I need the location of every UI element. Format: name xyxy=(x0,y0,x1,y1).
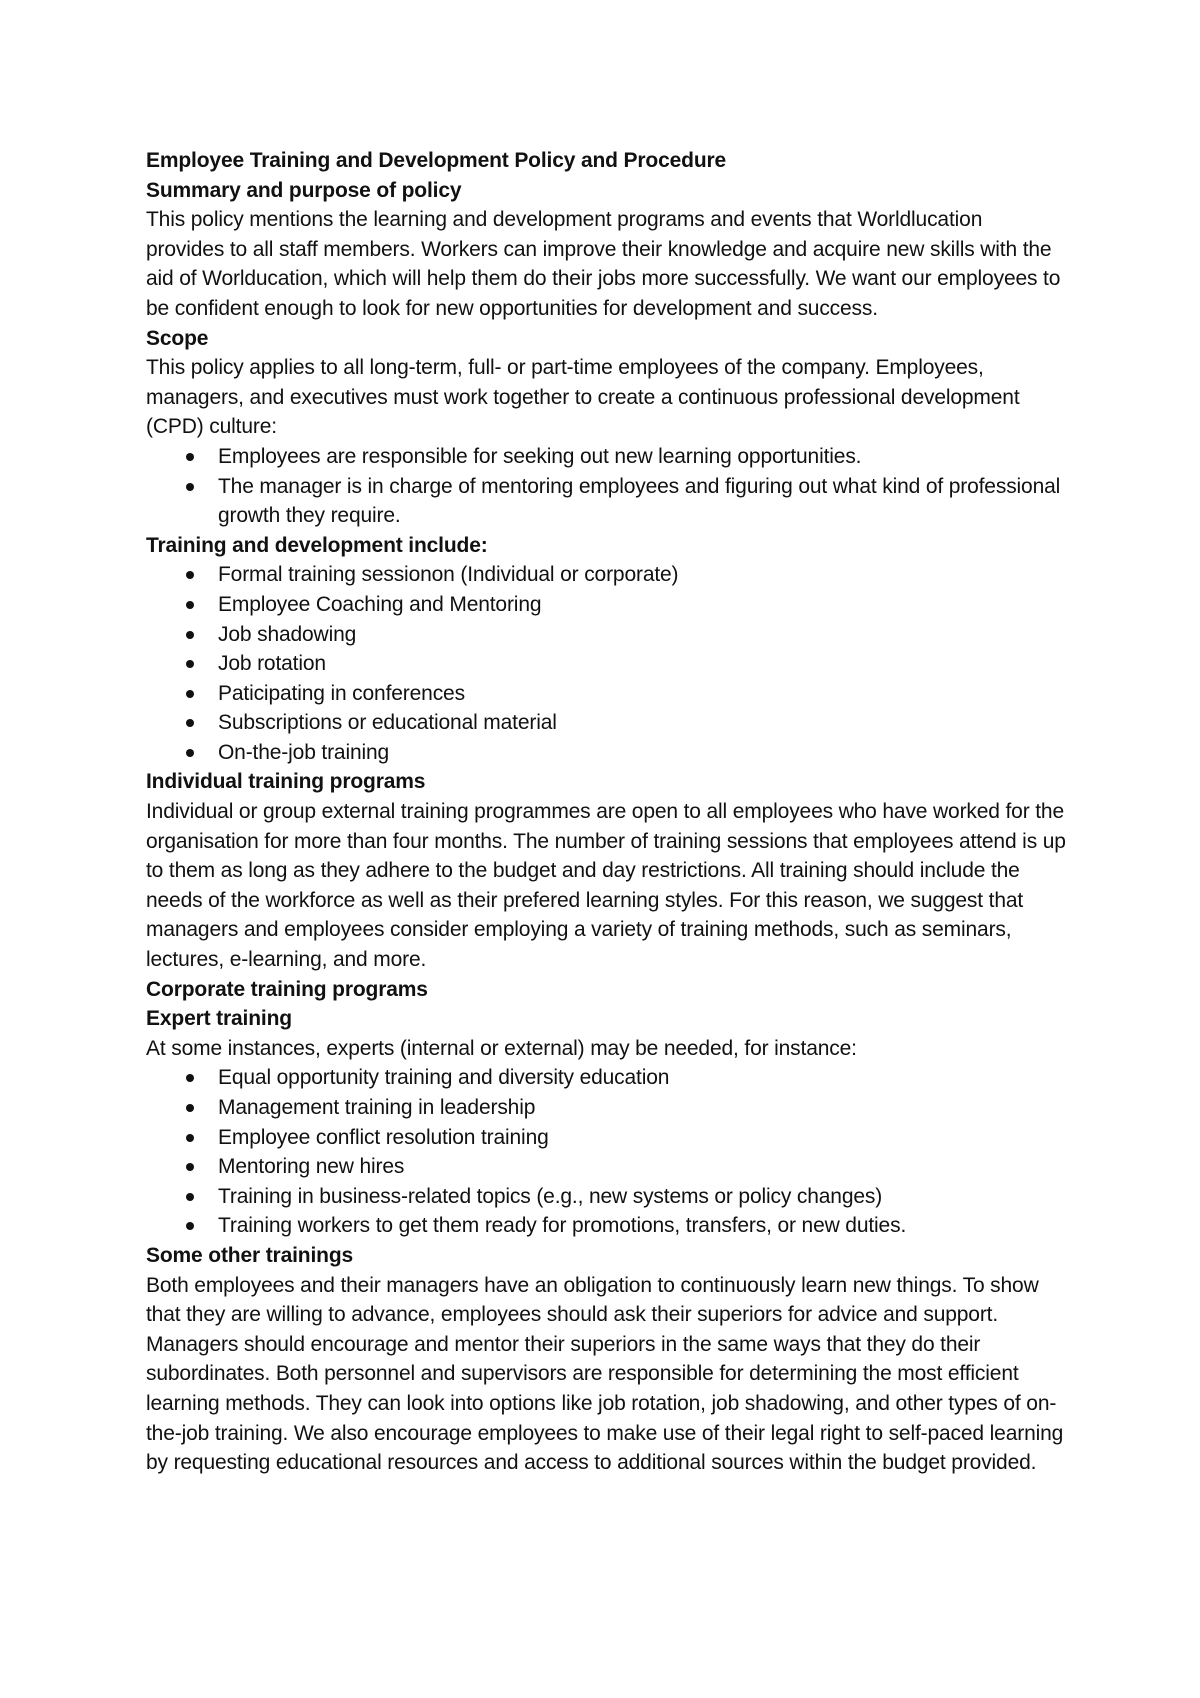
list-item: Management training in leadership xyxy=(218,1093,1066,1123)
list-item: Job rotation xyxy=(218,649,1066,679)
list-item: Employee Coaching and Mentoring xyxy=(218,590,1066,620)
list-item: Equal opportunity training and diversity education xyxy=(218,1063,1066,1093)
individual-heading: Individual training programs xyxy=(146,770,426,794)
summary-paragraph: This policy mentions the learning and development programs and events that Worldlucation provides to all staff members. Workers can improve their knowledge and acquire new skills with the aid of Worlducation, which will help them do their jobs more successfully. We want our employees to be confident enough to look for new opportunities for development and success. xyxy=(146,208,1061,320)
training-includes-list xyxy=(146,560,1066,767)
list-item: Paticipating in conferences xyxy=(218,679,1066,709)
list-item: Employees are responsible for seeking out new learning opportunities. xyxy=(218,442,1066,472)
training-includes-heading: Training and development include: xyxy=(146,533,488,557)
scope-paragraph: This policy applies to all long-term, full- or part-time employees of the company. Employees, managers, and executives must work together to create a continuous professional development (CPD) culture: xyxy=(146,356,1020,439)
other-paragraph: Both employees and their managers have an obligation to continuously learn new things. To show that they are willing to advance, employees should ask their superiors for advice and support. Managers should encourage and mentor their superiors in the same ways that they do their subordinates. Both personnel and supervisors are responsible for determining the most efficient learning methods. They can look into options like job rotation, job shadowing, and other types of on-the-job training. We also encourage employees to make use of their legal right to self-paced learning by requesting educational resources and access to additional sources within the budget provided. xyxy=(146,1273,1064,1475)
individual-paragraph: Individual or group external training programmes are open to all employees who have worked for the organisation for more than four months. The number of training sessions that employees attend is up to them as long as they adhere to the budget and day restrictions. All training should include the needs of the workforce as well as their prefered learning styles. For this reason, we suggest that managers and employees consider employing a variety of training methods, such as seminars, lectures, e-learning, and more. xyxy=(146,800,1066,972)
list-item: Training in business-related topics (e.g., new systems or policy changes) xyxy=(218,1182,1066,1212)
list-item: Formal training sessionon (Individual or corporate) xyxy=(218,560,1066,590)
list-item: On-the-job training xyxy=(218,738,1066,768)
scope-heading: Scope xyxy=(146,326,209,350)
summary-heading: Summary and purpose of policy xyxy=(146,178,462,202)
list-item: Job shadowing xyxy=(218,620,1066,650)
list-item: Mentoring new hires xyxy=(218,1152,1066,1182)
list-item: Employee conflict resolution training xyxy=(218,1123,1066,1153)
list-item: The manager is in charge of mentoring employees and figuring out what kind of professional growth they require. xyxy=(218,472,1066,531)
document-title: Employee Training and Development Policy and Procedure xyxy=(146,149,727,172)
expert-heading: Expert training xyxy=(146,1007,292,1031)
expert-paragraph: At some instances, experts (internal or external) may be needed, for instance: xyxy=(146,1036,857,1060)
corporate-heading: Corporate training programs xyxy=(146,977,428,1001)
expert-list xyxy=(146,1063,1066,1241)
list-item: Subscriptions or educational material xyxy=(218,708,1066,738)
other-heading: Some other trainings xyxy=(146,1243,354,1267)
document-page xyxy=(146,146,1066,1478)
list-item: Training workers to get them ready for promotions, transfers, or new duties. xyxy=(218,1211,1066,1241)
scope-list xyxy=(146,442,1066,531)
